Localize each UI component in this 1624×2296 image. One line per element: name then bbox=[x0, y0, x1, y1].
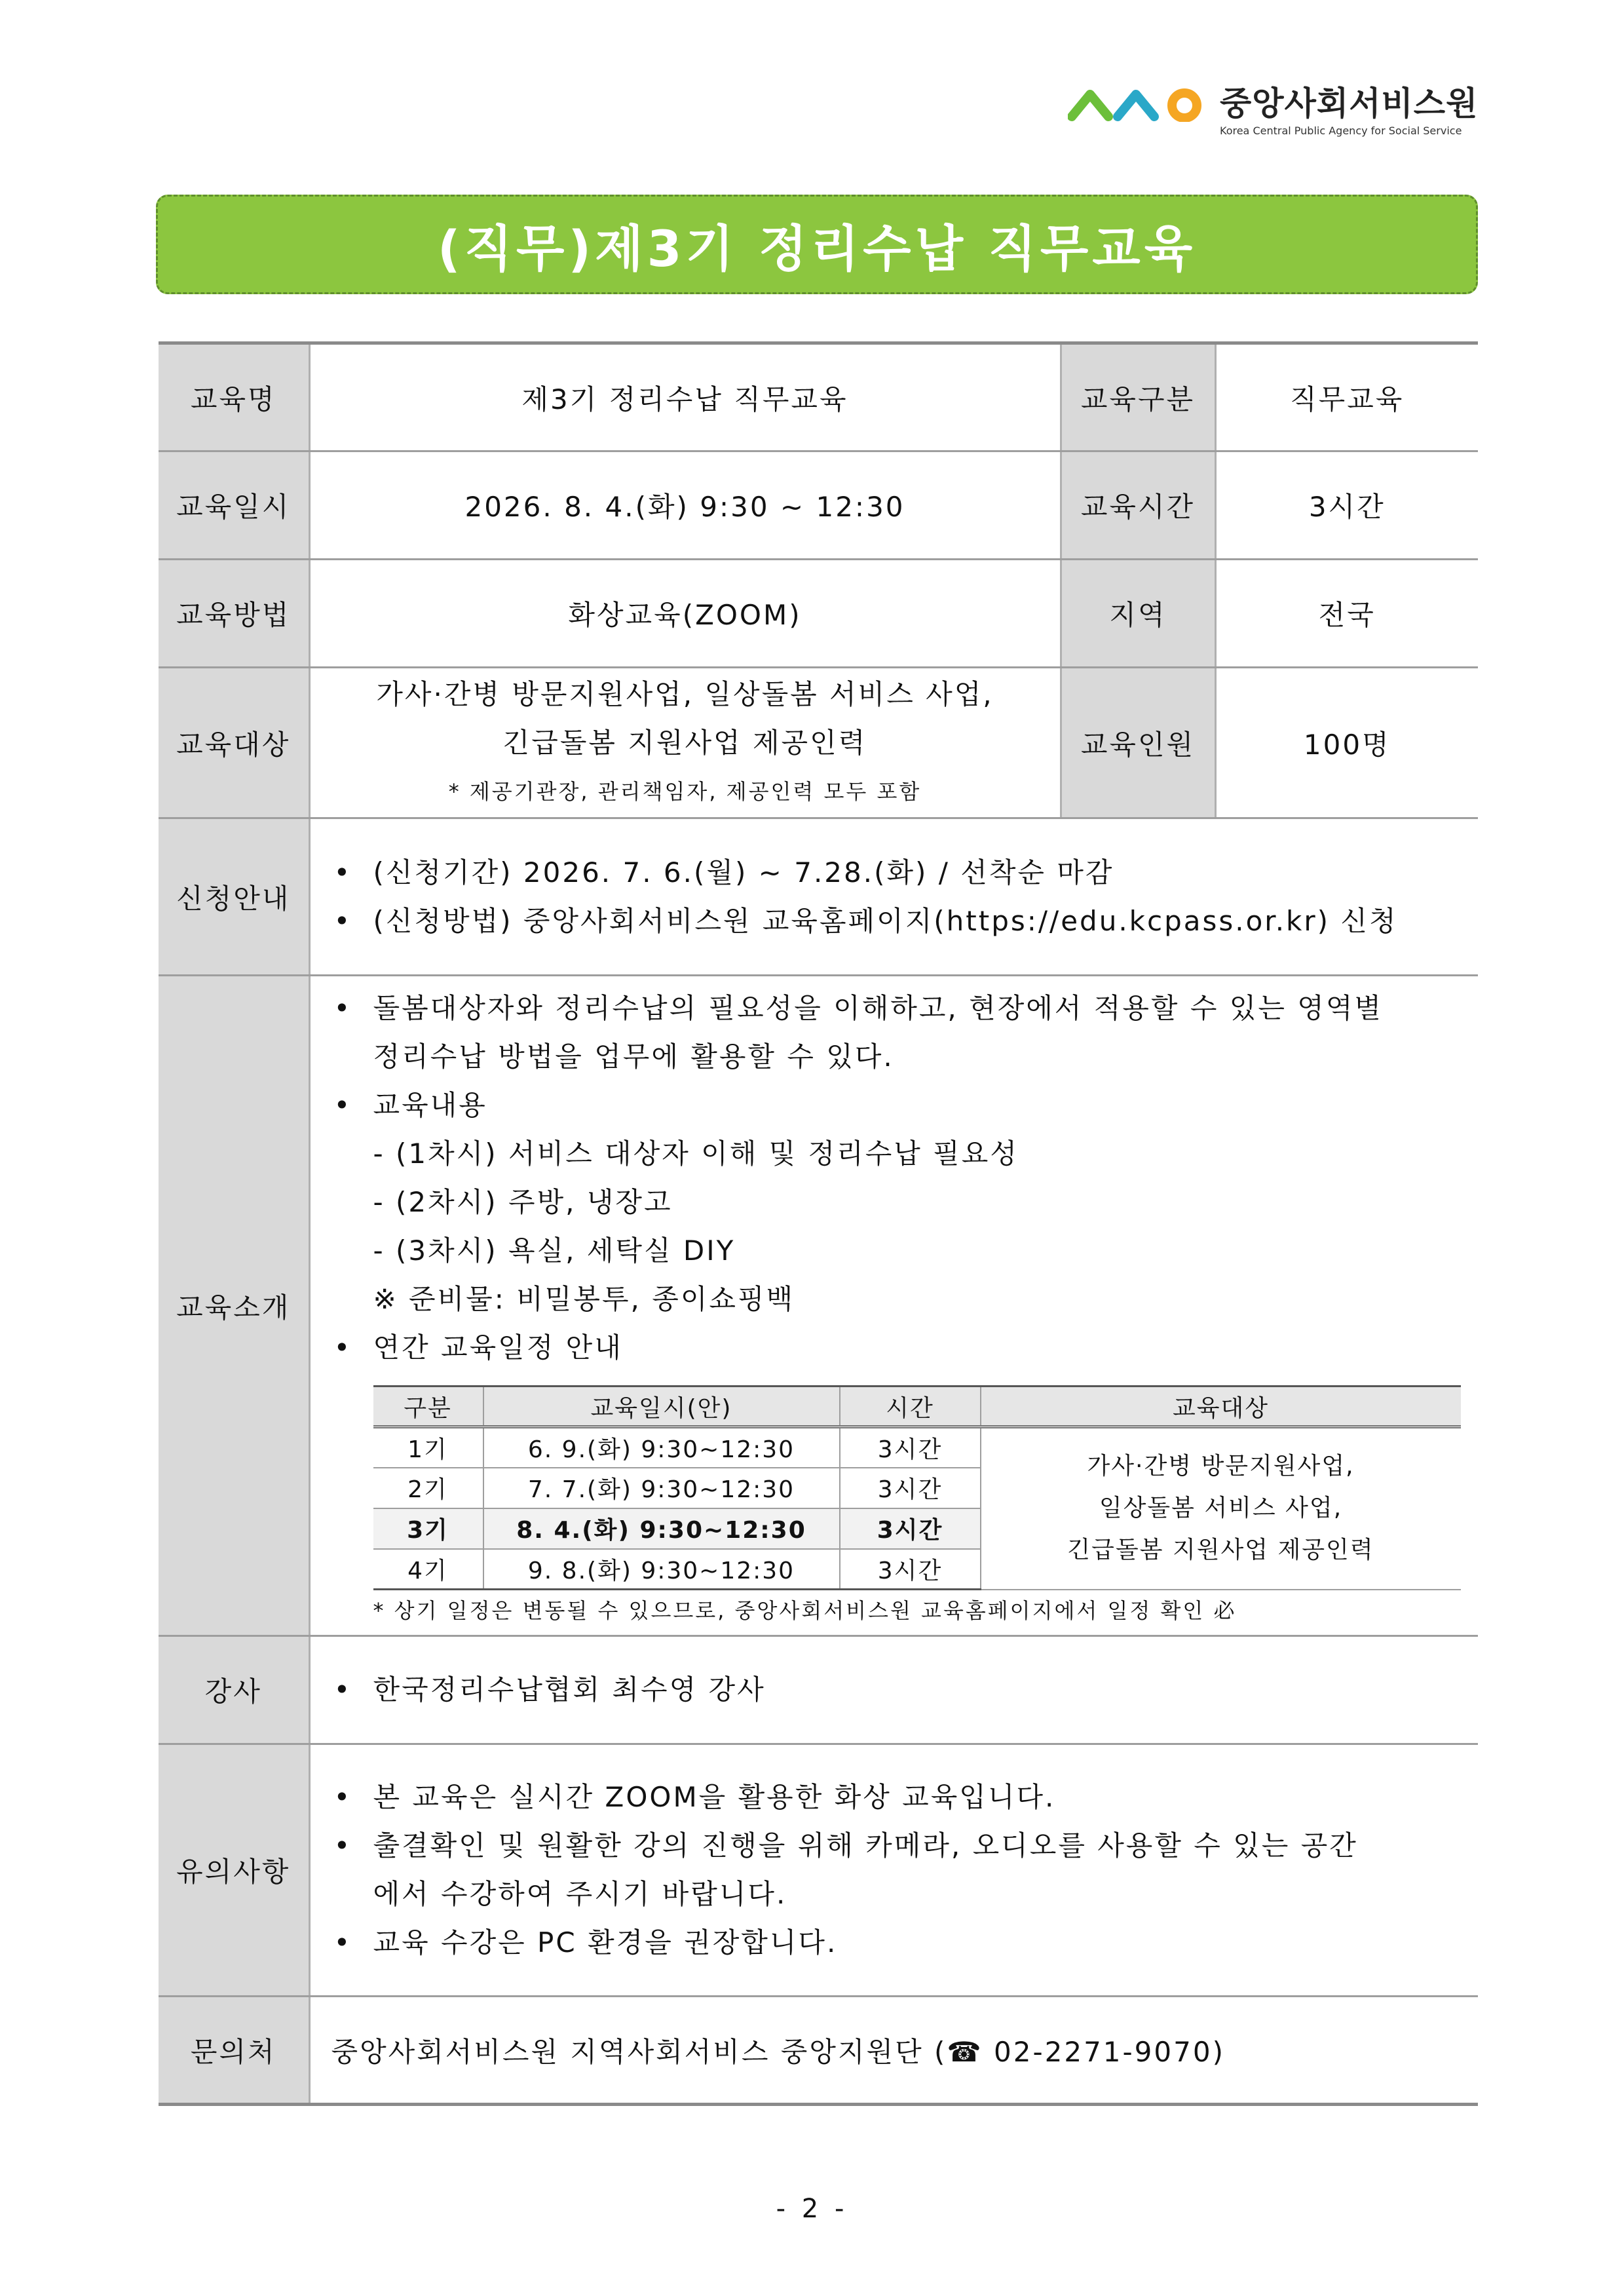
label-instructor: 강사 bbox=[159, 1636, 309, 1744]
schedule-cohort: 1기 bbox=[373, 1427, 483, 1468]
target-note: * 제공기관장, 관리책임자, 제공인력 모두 포함 bbox=[448, 778, 922, 804]
instructor bbox=[309, 1636, 1478, 1744]
schedule-header: 교육대상 bbox=[981, 1387, 1461, 1427]
label-course-target: 교육대상 bbox=[159, 668, 309, 818]
session-item: - (1차시) 서비스 대상자 이해 및 정리수납 필요성 bbox=[373, 1138, 1019, 1170]
application-period: • (신청기간) 2026. 7. 6.(월) ~ 7.28.(화) / 선착순 마감 bbox=[331, 849, 1462, 897]
notice-item: • 교육 수강은 PC 환경을 권장합니다. bbox=[331, 1919, 1462, 1967]
row-course-target bbox=[159, 668, 1478, 818]
org-name-en: Korea Central Public Agency for Social Service bbox=[1220, 124, 1462, 137]
schedule-target bbox=[981, 1427, 1461, 1590]
label-region: 지역 bbox=[1061, 560, 1215, 668]
page-title: (직무)제3기 정리수납 직무교육 bbox=[437, 219, 1197, 278]
course-method: 화상교육(ZOOM) bbox=[309, 560, 1061, 668]
schedule-table bbox=[373, 1385, 1461, 1590]
schedule-target-line: 일상돌봄 서비스 사업, bbox=[1099, 1495, 1343, 1522]
schedule-header: 시간 bbox=[840, 1387, 981, 1427]
schedule-date: 7. 7.(화) 9:30~12:30 bbox=[483, 1468, 840, 1508]
materials: ※ 준비물: 비밀봉투, 종이쇼핑백 bbox=[373, 1283, 795, 1315]
label-application: 신청안내 bbox=[159, 818, 309, 976]
row-course-method bbox=[159, 560, 1478, 668]
schedule-cohort: 2기 bbox=[373, 1468, 483, 1508]
schedule-header-row bbox=[373, 1387, 1461, 1427]
target-line-2: 긴급돌봄 지원사업 제공인력 bbox=[502, 726, 867, 759]
course-type: 직무교육 bbox=[1215, 343, 1478, 451]
label-notice: 유의사항 bbox=[159, 1744, 309, 1997]
session-item: - (2차시) 주방, 냉장고 bbox=[373, 1186, 673, 1218]
region: 전국 bbox=[1215, 560, 1478, 668]
schedule-header: 교육일시(안) bbox=[483, 1387, 840, 1427]
content-title: • 교육내용 bbox=[331, 1081, 1462, 1130]
page-number: - 2 - bbox=[776, 2194, 848, 2224]
course-goal-line-2: 정리수납 방법을 업무에 활용할 수 있다. bbox=[373, 1041, 894, 1073]
course-goal bbox=[331, 984, 1462, 1081]
schedule-title: • 연간 교육일정 안내 bbox=[331, 1324, 1462, 1372]
label-course-intro: 교육소개 bbox=[159, 976, 309, 1636]
row-course-intro bbox=[159, 976, 1478, 1636]
notice bbox=[309, 1744, 1478, 1997]
course-date: 2026. 8. 4.(화) 9:30 ~ 12:30 bbox=[309, 451, 1061, 560]
target-line-1: 가사·간병 방문지원사업, 일상돌봄 서비스 사업, bbox=[376, 678, 994, 710]
notice-item: • 본 교육은 실시간 ZOOM을 활용한 화상 교육입니다. bbox=[331, 1773, 1462, 1822]
schedule-target-line: 긴급돌봄 지원사업 제공인력 bbox=[1067, 1537, 1374, 1564]
notice-item bbox=[331, 1822, 1462, 1919]
session-item: - (3차시) 욕실, 세탁실 DIY bbox=[373, 1234, 736, 1267]
schedule-row bbox=[373, 1427, 1461, 1468]
schedule-header: 구분 bbox=[373, 1387, 483, 1427]
course-goal-line-1: 돌봄대상자와 정리수납의 필요성을 이해하고, 현장에서 적용할 수 있는 영역별 bbox=[373, 992, 1383, 1024]
schedule-cohort: 4기 bbox=[373, 1549, 483, 1590]
org-logo bbox=[1068, 77, 1479, 143]
contact: 중앙사회서비스원 지역사회서비스 중앙지원단 (☎ 02-2271-9070) bbox=[309, 1997, 1478, 2105]
schedule-note: * 상기 일정은 변동될 수 있으므로, 중앙사회서비스원 교육홈페이지에서 일정 확인 必 bbox=[373, 1598, 1237, 1623]
schedule-cohort: 3기 bbox=[373, 1508, 483, 1549]
schedule-hours: 3시간 bbox=[840, 1468, 981, 1508]
schedule-date: 8. 4.(화) 9:30~12:30 bbox=[483, 1508, 840, 1549]
instructor-name: • 한국정리수납협회 최수영 강사 bbox=[331, 1666, 1462, 1714]
schedule-target-line: 가사·간병 방문지원사업, bbox=[1087, 1453, 1355, 1480]
notice-item-line-2: 에서 수강하여 주시기 바랍니다. bbox=[373, 1878, 787, 1910]
row-course-name bbox=[159, 343, 1478, 451]
course-intro bbox=[309, 976, 1478, 1636]
row-instructor bbox=[159, 1636, 1478, 1744]
schedule-date: 6. 9.(화) 9:30~12:30 bbox=[483, 1427, 840, 1468]
row-application bbox=[159, 818, 1478, 976]
label-course-method: 교육방법 bbox=[159, 560, 309, 668]
row-notice bbox=[159, 1744, 1478, 1997]
label-course-hours: 교육시간 bbox=[1061, 451, 1215, 560]
label-contact: 문의처 bbox=[159, 1997, 309, 2105]
course-name: 제3기 정리수납 직무교육 bbox=[309, 343, 1061, 451]
label-course-date: 교육일시 bbox=[159, 451, 309, 560]
notice-item-line-1: 출결확인 및 원활한 강의 진행을 위해 카메라, 오디오를 사용할 수 있는 공간 bbox=[373, 1829, 1358, 1862]
label-course-type: 교육구분 bbox=[1061, 343, 1215, 451]
schedule-hours: 3시간 bbox=[840, 1549, 981, 1590]
schedule-hours: 3시간 bbox=[840, 1427, 981, 1468]
org-name: 중앙사회서비스원 bbox=[1220, 85, 1479, 123]
application-info bbox=[309, 818, 1478, 976]
course-target bbox=[309, 668, 1061, 818]
title-banner bbox=[156, 195, 1478, 294]
capacity: 100명 bbox=[1215, 668, 1478, 818]
schedule-date: 9. 8.(화) 9:30~12:30 bbox=[483, 1549, 840, 1590]
label-course-name: 교육명 bbox=[159, 343, 309, 451]
course-info-table bbox=[159, 341, 1478, 2106]
label-capacity: 교육인원 bbox=[1061, 668, 1215, 818]
course-hours: 3시간 bbox=[1215, 451, 1478, 560]
row-course-date bbox=[159, 451, 1478, 560]
row-contact bbox=[159, 1997, 1478, 2105]
application-method: • (신청방법) 중앙사회서비스원 교육홈페이지(https://edu.kcpass.or.kr) 신청 bbox=[331, 897, 1462, 946]
schedule-hours: 3시간 bbox=[840, 1508, 981, 1549]
logo-mark-icon bbox=[1068, 83, 1212, 122]
